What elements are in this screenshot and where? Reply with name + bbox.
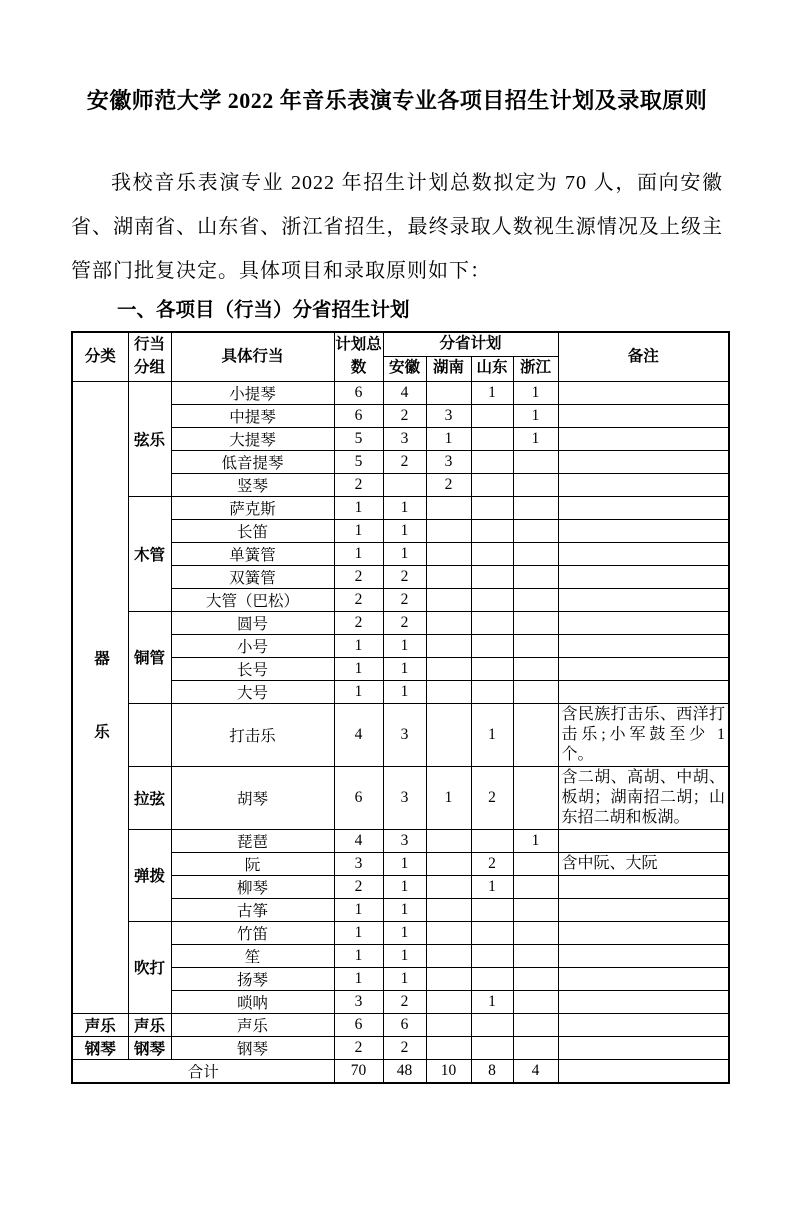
cell-item: 打击乐 [171, 703, 334, 766]
cell-category-instrumental [72, 381, 128, 1013]
cell-group-plucked: 弹拨 [128, 829, 171, 921]
cell-anhui: 1 [383, 898, 426, 921]
cell-remark [558, 588, 729, 611]
table-row [72, 427, 729, 450]
cell-shandong [471, 450, 513, 473]
cell-total: 3 [334, 990, 383, 1013]
cell-item: 胡琴 [171, 766, 334, 829]
cell-zhejiang [513, 875, 558, 898]
cell-shandong: 1 [471, 703, 513, 766]
cell-item: 圆号 [171, 611, 334, 634]
header-remark: 备注 [558, 332, 729, 381]
cell-zhejiang [513, 990, 558, 1013]
cell-shandong [471, 944, 513, 967]
table-row [72, 611, 729, 634]
cell-total: 1 [334, 898, 383, 921]
cell-hunan [426, 944, 471, 967]
cell-remark [558, 611, 729, 634]
header-group: 行当分组 [128, 332, 171, 381]
cell-item: 中提琴 [171, 404, 334, 427]
cell-anhui: 4 [383, 381, 426, 404]
header-province-anhui: 安徽 [383, 356, 426, 381]
table-row [72, 967, 729, 990]
table-row [72, 829, 729, 852]
cell-shandong [471, 634, 513, 657]
cell-hunan [426, 588, 471, 611]
cell-shandong: 1 [471, 381, 513, 404]
table-row [72, 634, 729, 657]
cell-total: 1 [334, 680, 383, 703]
table-row [72, 450, 729, 473]
table-row [72, 657, 729, 680]
cell-total: 2 [334, 611, 383, 634]
cell-group-woodwind: 木管 [128, 496, 171, 611]
cell-hunan [426, 381, 471, 404]
cell-zhejiang [513, 519, 558, 542]
cell-hunan: 1 [426, 427, 471, 450]
header-total: 计划总数 [334, 332, 383, 381]
cell-shandong [471, 967, 513, 990]
cell-shandong [471, 1013, 513, 1036]
cell-item: 单簧管 [171, 542, 334, 565]
cell-anhui: 1 [383, 680, 426, 703]
cell-item: 笙 [171, 944, 334, 967]
cell-total: 1 [334, 519, 383, 542]
cell-anhui: 2 [383, 588, 426, 611]
cell-anhui: 2 [383, 404, 426, 427]
cell-zhejiang [513, 588, 558, 611]
cell-hunan [426, 657, 471, 680]
section-heading: 一、各项目（行当）分省招生计划 [117, 299, 410, 321]
cell-anhui: 1 [383, 496, 426, 519]
cell-total: 5 [334, 427, 383, 450]
cell-zhejiang [513, 967, 558, 990]
cell-shandong [471, 542, 513, 565]
table-row [72, 496, 729, 519]
cell-shandong [471, 565, 513, 588]
cell-shandong [471, 404, 513, 427]
cell-hunan [426, 519, 471, 542]
cell-remark: 含民族打击乐、西洋打击乐;小军鼓至少 1 个。 [558, 703, 729, 766]
table-row [72, 565, 729, 588]
cell-zhejiang: 1 [513, 404, 558, 427]
cell-total-zhejiang: 4 [513, 1059, 558, 1083]
cell-category-piano: 钢琴 [72, 1036, 128, 1059]
cell-total: 1 [334, 967, 383, 990]
cell-shandong [471, 657, 513, 680]
cell-total: 3 [334, 852, 383, 875]
cell-group-brass: 铜管 [128, 611, 171, 703]
cell-hunan [426, 1013, 471, 1036]
cell-anhui: 2 [383, 611, 426, 634]
cell-zhejiang: 1 [513, 829, 558, 852]
cell-item: 钢琴 [171, 1036, 334, 1059]
cell-group-wind-percussion: 吹打 [128, 921, 171, 1013]
cell-total-shandong: 8 [471, 1059, 513, 1083]
category-vertical-label: 器乐 [92, 650, 109, 797]
cell-hunan: 2 [426, 473, 471, 496]
table-row [72, 898, 729, 921]
table-row [72, 381, 729, 404]
cell-hunan [426, 1036, 471, 1059]
cell-anhui: 3 [383, 427, 426, 450]
cell-hunan [426, 680, 471, 703]
cell-item: 小提琴 [171, 381, 334, 404]
cell-shandong [471, 1036, 513, 1059]
cell-remark [558, 473, 729, 496]
cell-hunan [426, 852, 471, 875]
cell-remark [558, 519, 729, 542]
cell-total: 6 [334, 404, 383, 427]
cell-anhui: 1 [383, 519, 426, 542]
cell-hunan: 3 [426, 404, 471, 427]
cell-zhejiang: 1 [513, 381, 558, 404]
cell-remark: 含二胡、高胡、中胡、板胡；湖南招二胡；山东招二胡和板湖。 [558, 766, 729, 829]
cell-anhui: 1 [383, 634, 426, 657]
cell-remark [558, 1013, 729, 1036]
cell-item: 唢呐 [171, 990, 334, 1013]
cell-item: 大号 [171, 680, 334, 703]
table-row [72, 944, 729, 967]
cell-hunan [426, 921, 471, 944]
table-row [72, 1013, 729, 1036]
cell-anhui: 1 [383, 875, 426, 898]
cell-total: 4 [334, 829, 383, 852]
cell-item: 萨克斯 [171, 496, 334, 519]
cell-anhui: 2 [383, 1036, 426, 1059]
cell-item: 琵琶 [171, 829, 334, 852]
cell-hunan [426, 875, 471, 898]
cell-group-percussion [128, 703, 171, 766]
header-province-plan: 分省计划 [383, 332, 558, 356]
table-row [72, 766, 729, 829]
cell-remark [558, 427, 729, 450]
cell-item: 竖琴 [171, 473, 334, 496]
cell-zhejiang [513, 496, 558, 519]
cell-zhejiang [513, 565, 558, 588]
cell-total: 6 [334, 381, 383, 404]
cell-shandong [471, 519, 513, 542]
cell-item: 长笛 [171, 519, 334, 542]
total-row [72, 1059, 729, 1083]
cell-shandong [471, 680, 513, 703]
cell-total: 1 [334, 921, 383, 944]
cell-hunan [426, 611, 471, 634]
cell-anhui: 1 [383, 657, 426, 680]
cell-remark [558, 829, 729, 852]
cell-zhejiang [513, 852, 558, 875]
cell-anhui: 3 [383, 766, 426, 829]
cell-item: 长号 [171, 657, 334, 680]
cell-shandong [471, 588, 513, 611]
cell-remark [558, 496, 729, 519]
table-row [72, 852, 729, 875]
cell-group-bowed: 拉弦 [128, 766, 171, 829]
cell-remark [558, 381, 729, 404]
cell-shandong [471, 829, 513, 852]
cell-shandong: 1 [471, 990, 513, 1013]
cell-total: 6 [334, 766, 383, 829]
cell-total: 6 [334, 1013, 383, 1036]
cell-group-strings: 弦乐 [128, 381, 171, 496]
cell-remark [558, 944, 729, 967]
cell-item: 古筝 [171, 898, 334, 921]
cell-shandong: 2 [471, 766, 513, 829]
cell-total: 4 [334, 703, 383, 766]
page-title: 安徽师范大学 2022 年音乐表演专业各项目招生计划及录取原则 [86, 88, 708, 113]
table-row [72, 473, 729, 496]
cell-zhejiang [513, 634, 558, 657]
cell-remark [558, 450, 729, 473]
cell-total: 2 [334, 875, 383, 898]
cell-zhejiang [513, 921, 558, 944]
cell-item: 声乐 [171, 1013, 334, 1036]
cell-anhui: 2 [383, 565, 426, 588]
cell-shandong [471, 496, 513, 519]
cell-total-remark [558, 1059, 729, 1083]
cell-item: 柳琴 [171, 875, 334, 898]
cell-total-sum: 70 [334, 1059, 383, 1083]
table-row [72, 680, 729, 703]
cell-zhejiang [513, 766, 558, 829]
cell-hunan [426, 990, 471, 1013]
header-row-1 [72, 332, 729, 356]
cell-anhui: 1 [383, 967, 426, 990]
cell-shandong [471, 921, 513, 944]
cell-anhui: 1 [383, 921, 426, 944]
cell-item: 小号 [171, 634, 334, 657]
cell-item: 竹笛 [171, 921, 334, 944]
header-category: 分类 [72, 332, 128, 381]
cell-item: 大提琴 [171, 427, 334, 450]
cell-hunan [426, 967, 471, 990]
cell-hunan [426, 542, 471, 565]
cell-zhejiang [513, 703, 558, 766]
cell-zhejiang [513, 898, 558, 921]
cell-total: 1 [334, 496, 383, 519]
cell-remark [558, 921, 729, 944]
cell-category-vocal: 声乐 [72, 1013, 128, 1036]
header-province-hunan: 湖南 [426, 356, 471, 381]
cell-remark: 含中阮、大阮 [558, 852, 729, 875]
cell-total: 2 [334, 588, 383, 611]
cell-remark [558, 680, 729, 703]
cell-total-label: 合计 [72, 1059, 334, 1083]
cell-anhui: 3 [383, 703, 426, 766]
cell-group-vocal: 声乐 [128, 1013, 171, 1036]
cell-zhejiang [513, 542, 558, 565]
cell-shandong: 1 [471, 875, 513, 898]
enrollment-plan-table [71, 331, 730, 1084]
cell-shandong: 2 [471, 852, 513, 875]
cell-item: 低音提琴 [171, 450, 334, 473]
cell-total: 2 [334, 473, 383, 496]
table-row [72, 404, 729, 427]
cell-hunan [426, 703, 471, 766]
cell-remark [558, 657, 729, 680]
cell-anhui: 2 [383, 990, 426, 1013]
table-row [72, 875, 729, 898]
cell-anhui: 1 [383, 542, 426, 565]
cell-remark [558, 542, 729, 565]
table-row [72, 542, 729, 565]
header-province-zhejiang: 浙江 [513, 356, 558, 381]
cell-total: 5 [334, 450, 383, 473]
cell-anhui [383, 473, 426, 496]
cell-zhejiang [513, 1036, 558, 1059]
cell-remark [558, 634, 729, 657]
cell-item: 阮 [171, 852, 334, 875]
cell-remark [558, 898, 729, 921]
cell-item: 双簧管 [171, 565, 334, 588]
cell-hunan [426, 898, 471, 921]
cell-group-piano: 钢琴 [128, 1036, 171, 1059]
cell-shandong [471, 898, 513, 921]
cell-hunan: 1 [426, 766, 471, 829]
cell-zhejiang [513, 1013, 558, 1036]
cell-hunan [426, 634, 471, 657]
cell-hunan [426, 829, 471, 852]
cell-total: 1 [334, 634, 383, 657]
cell-hunan: 3 [426, 450, 471, 473]
cell-anhui: 1 [383, 944, 426, 967]
cell-item: 扬琴 [171, 967, 334, 990]
header-item: 具体行当 [171, 332, 334, 381]
cell-zhejiang [513, 944, 558, 967]
cell-zhejiang [513, 611, 558, 634]
cell-total-anhui: 48 [383, 1059, 426, 1083]
cell-item: 大管（巴松） [171, 588, 334, 611]
cell-shandong [471, 473, 513, 496]
table-row [72, 588, 729, 611]
cell-anhui: 6 [383, 1013, 426, 1036]
cell-anhui: 1 [383, 852, 426, 875]
cell-remark [558, 990, 729, 1013]
cell-total-hunan: 10 [426, 1059, 471, 1083]
cell-zhejiang [513, 657, 558, 680]
header-province-shandong: 山东 [471, 356, 513, 381]
cell-total: 1 [334, 542, 383, 565]
cell-remark [558, 967, 729, 990]
cell-zhejiang [513, 450, 558, 473]
table-row [72, 703, 729, 766]
table-row [72, 1036, 729, 1059]
cell-total: 1 [334, 944, 383, 967]
cell-total: 2 [334, 565, 383, 588]
cell-zhejiang: 1 [513, 427, 558, 450]
cell-shandong [471, 427, 513, 450]
cell-shandong [471, 611, 513, 634]
cell-hunan [426, 565, 471, 588]
cell-total: 1 [334, 657, 383, 680]
cell-anhui: 2 [383, 450, 426, 473]
cell-remark [558, 1036, 729, 1059]
table-row [72, 519, 729, 542]
cell-hunan [426, 496, 471, 519]
cell-anhui: 3 [383, 829, 426, 852]
intro-paragraph: 我校音乐表演专业 2022 年招生计划总数拟定为 70 人，面向安徽省、湖南省、山东省、浙江省招生，最终录取人数视生源情况及上级主管部门批复决定。具体项目和录取原则如下： [71, 172, 723, 282]
table-row [72, 921, 729, 944]
cell-remark [558, 404, 729, 427]
table-row [72, 990, 729, 1013]
cell-remark [558, 875, 729, 898]
cell-zhejiang [513, 680, 558, 703]
cell-total: 2 [334, 1036, 383, 1059]
cell-remark [558, 565, 729, 588]
cell-zhejiang [513, 473, 558, 496]
